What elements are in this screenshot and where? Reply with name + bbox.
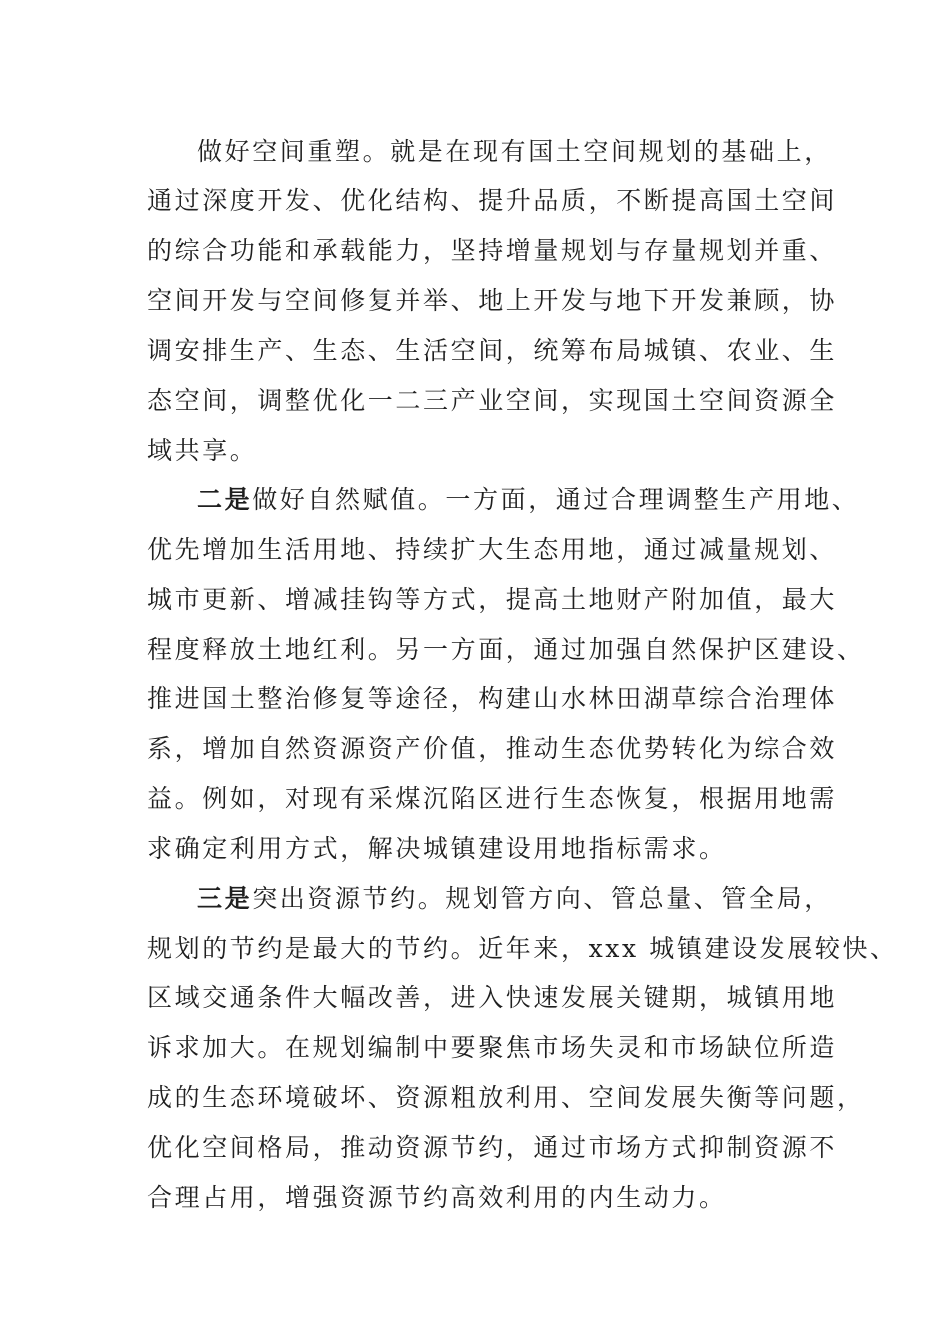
paragraph-2-line-7: 益。例如，对现有采煤沉陷区进行生态恢复，根据用地需 bbox=[147, 784, 838, 813]
paragraph-2-line-1 bbox=[197, 485, 859, 515]
paragraph-3-line-4: 诉求加大。在规划编制中要聚焦市场失灵和市场缺位所造 bbox=[147, 1033, 838, 1062]
paragraph-3-line-5: 成的生态环境破坏、资源粗放利用、空间发展失衡等问题， bbox=[147, 1083, 865, 1112]
paragraph-2-line-4: 程度释放土地红利。另一方面，通过加强自然保护区建设、 bbox=[147, 635, 865, 664]
paragraph-3-line-7: 合理占用，增强资源节约高效利用的内生动力。 bbox=[147, 1183, 727, 1212]
paragraph-1-line-2: 通过深度开发、优化结构、提升品质，不断提高国土空间 bbox=[147, 186, 838, 215]
paragraph-3-line-2: 规划的节约是最大的节约。近年来，xxx 城镇建设发展较快、 bbox=[147, 934, 898, 963]
paragraph-3-line-3: 区域交通条件大幅改善，进入快速发展关键期，城镇用地 bbox=[147, 983, 838, 1012]
paragraph-1-line-6: 态空间，调整优化一二三产业空间，实现国土空间资源全 bbox=[147, 386, 838, 415]
paragraph-1-line-4: 空间开发与空间修复并举、地上开发与地下开发兼顾，协 bbox=[147, 286, 838, 315]
paragraph-2-line-8: 求确定利用方式，解决城镇建设用地指标需求。 bbox=[147, 834, 727, 863]
paragraph-2-line-1-text: 做好自然赋值。一方面，通过合理调整生产用地、 bbox=[252, 485, 860, 514]
paragraph-2-line-5: 推进国土整治修复等途径，构建山水林田湖草综合治理体 bbox=[147, 684, 838, 713]
paragraph-1-line-7: 域共享。 bbox=[147, 436, 258, 465]
paragraph-3-lead: 三是 bbox=[197, 884, 253, 913]
paragraph-1-line-5: 调安排生产、生态、生活空间，统筹布局城镇、农业、生 bbox=[147, 336, 838, 365]
paragraph-1-line-3: 的综合功能和承载能力，坚持增量规划与存量规划并重、 bbox=[147, 236, 838, 265]
paragraph-3-line-1-text: 突出资源节约。规划管方向、管总量、管全局， bbox=[252, 884, 832, 913]
paragraph-2-line-3: 城市更新、增减挂钩等方式，提高土地财产附加值，最大 bbox=[147, 585, 838, 614]
paragraph-3-line-1 bbox=[197, 884, 832, 914]
paragraph-2-line-6: 系，增加自然资源资产价值，推动生态优势转化为综合效 bbox=[147, 734, 838, 763]
paragraph-3-line-6: 优化空间格局，推动资源节约，通过市场方式抑制资源不 bbox=[147, 1133, 838, 1162]
paragraph-2-lead: 二是 bbox=[197, 485, 253, 514]
paragraph-2-line-2: 优先增加生活用地、持续扩大生态用地，通过减量规划、 bbox=[147, 535, 838, 564]
paragraph-1-line-1: 做好空间重塑。就是在现有国土空间规划的基础上， bbox=[197, 137, 832, 166]
